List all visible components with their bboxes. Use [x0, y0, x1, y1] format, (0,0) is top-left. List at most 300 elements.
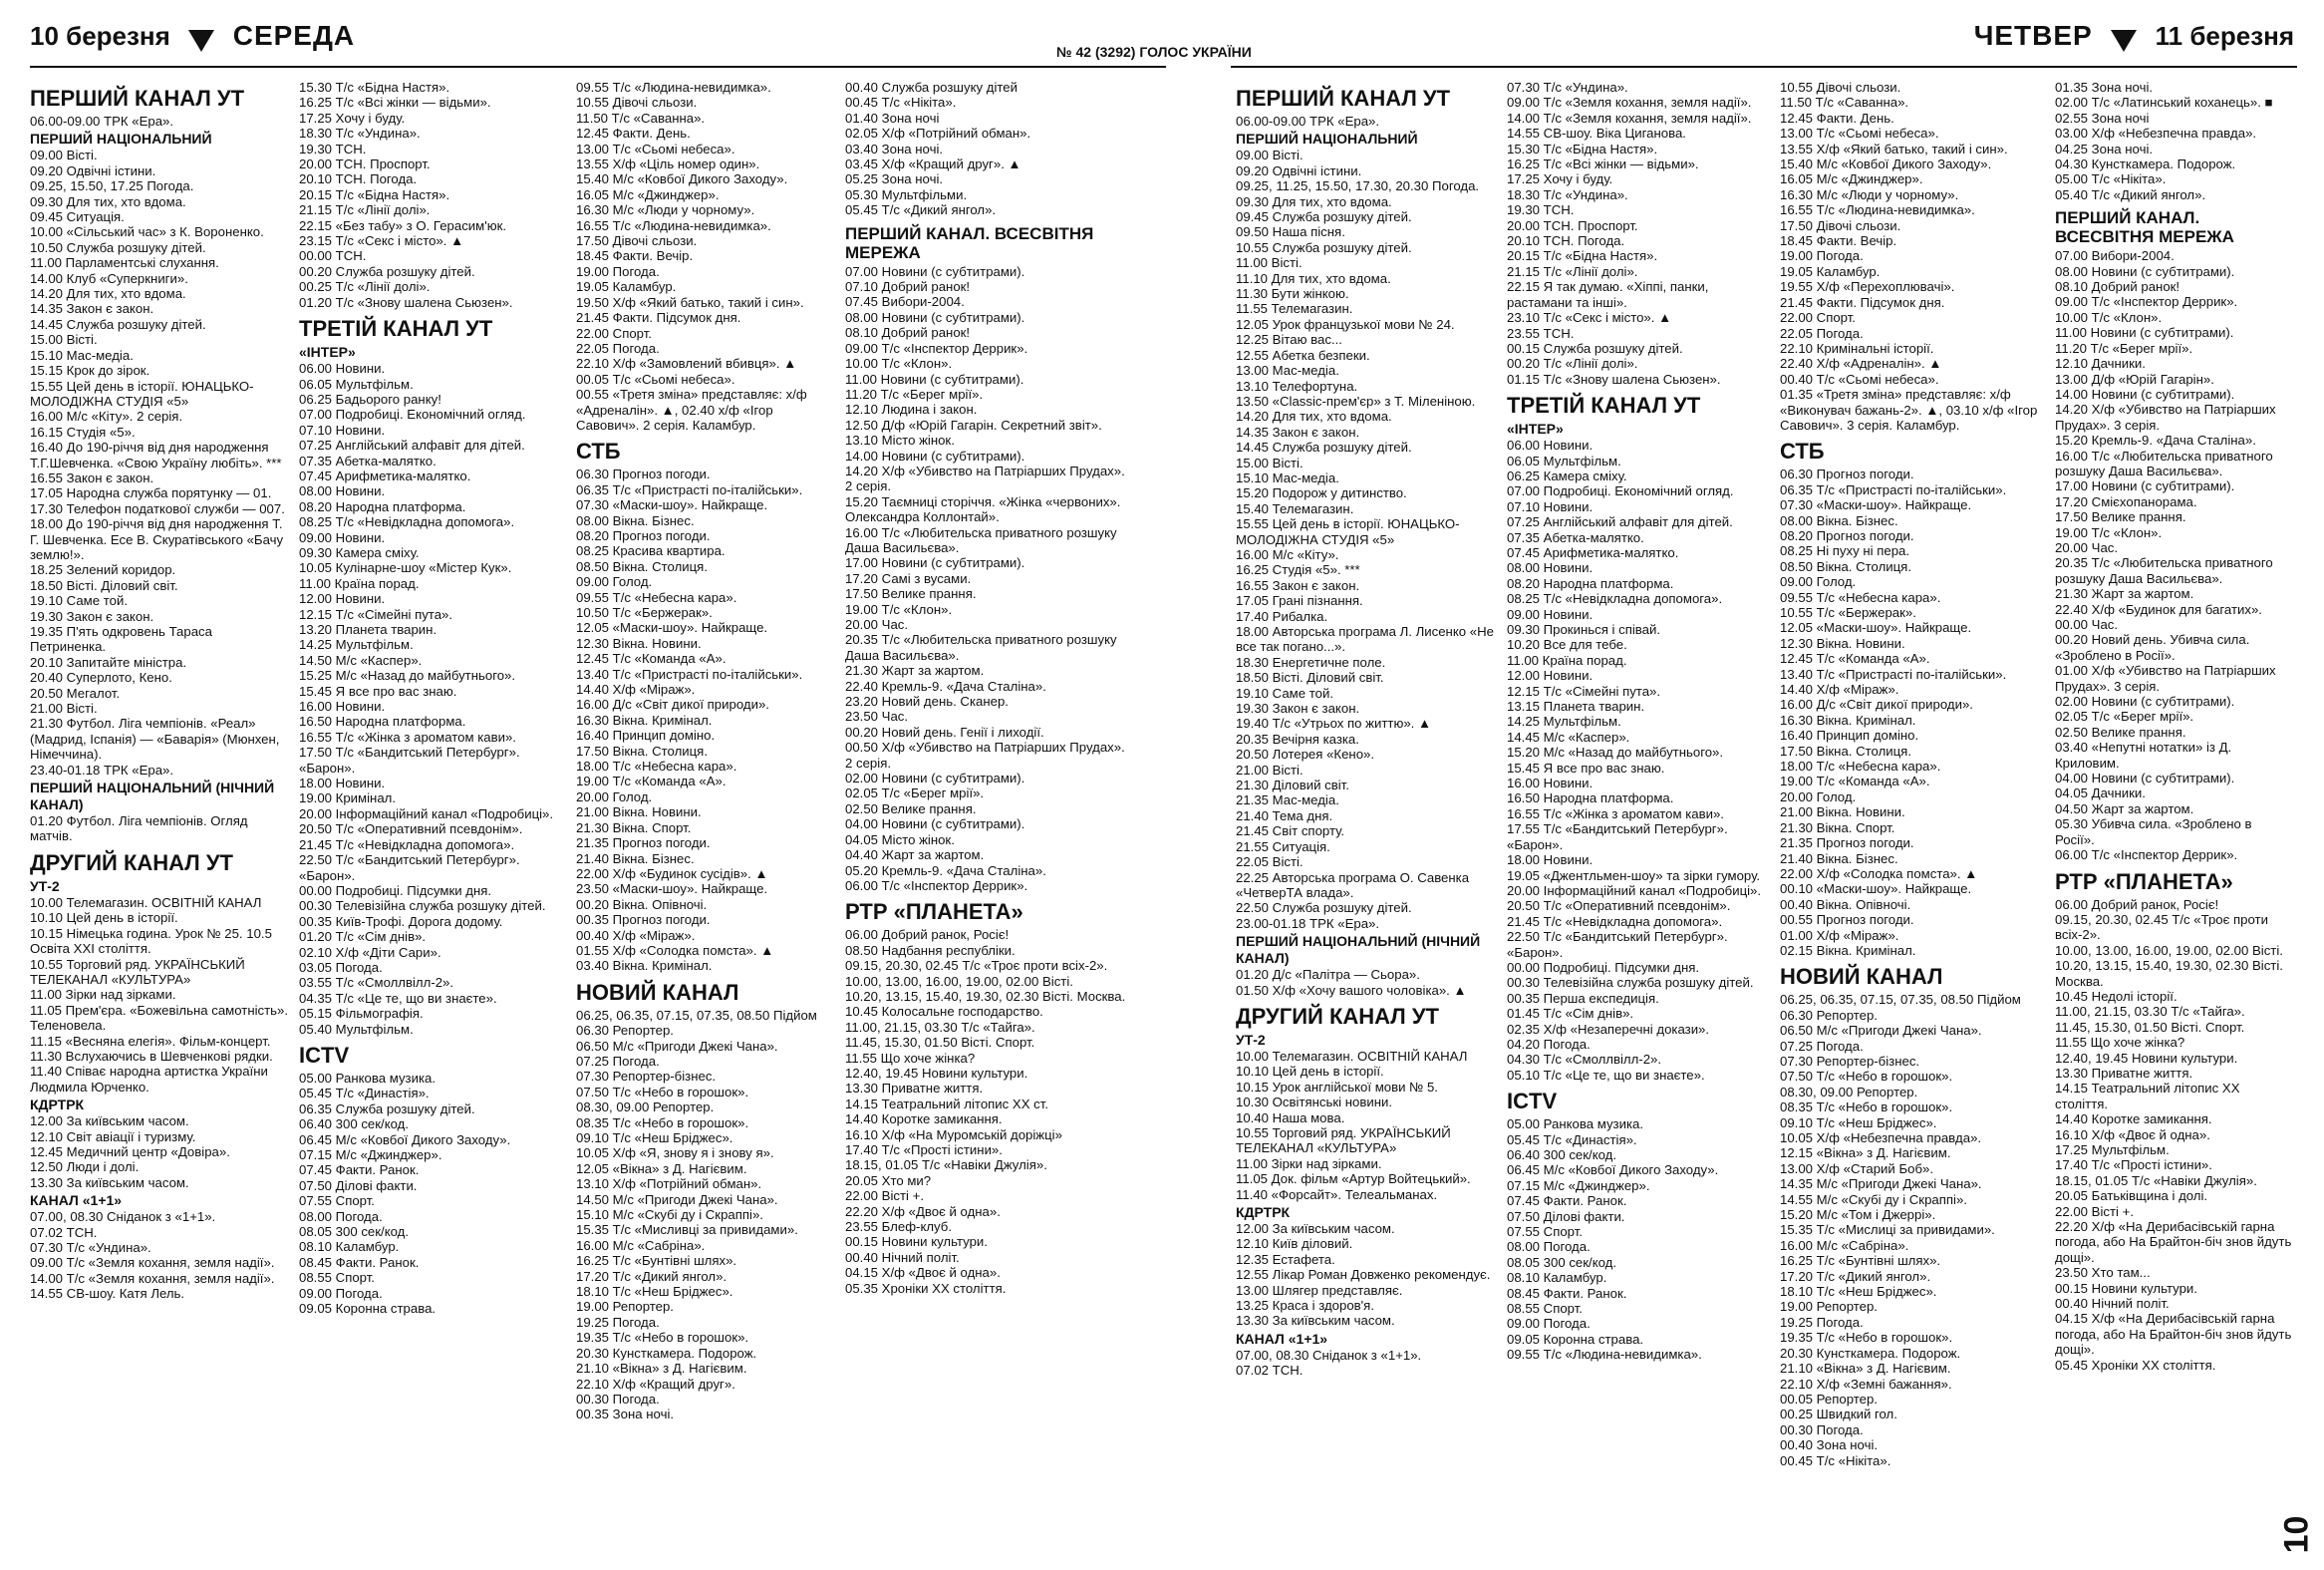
listing-item: 01.00 Х/ф «Міраж». [1780, 927, 1899, 943]
listing-item: 01.15 Т/с «Знову шалена Сьюзен». [1507, 371, 1721, 387]
listing-item: 07.00 Подробиці. Економічний огляд. [299, 407, 526, 423]
channel-subheading: УТ-2 [1236, 1031, 1266, 1048]
left-day: СЕРЕДА [232, 20, 356, 51]
listing-item: 11.05 Док. фільм «Артур Войтецький». [1236, 1171, 1471, 1187]
listing-column [576, 80, 837, 1570]
listing-item: 06.45 М/с «Ковбої Дикого Заходу». [299, 1131, 511, 1147]
listing-item: 12.30 Вікна. Новини. [1780, 635, 1905, 651]
listing-item: 13.00 Шлягер представляє. [1236, 1282, 1403, 1298]
listing-item: 08.00 Погода. [299, 1208, 383, 1224]
listing-item: 07.00 Подробиці. Економічний огляд. [1507, 483, 1734, 499]
listing-item: 21.30 Вікна. Спорт. [576, 819, 692, 835]
listing-item: 13.00 Х/ф «Старий Боб». [1780, 1160, 1933, 1176]
listing-item: 02.55 Зона ночі [2055, 110, 2150, 126]
listing-item: 06.25, 06.35, 07.15, 07.35, 08.50 Підйом [1780, 992, 2021, 1008]
listing-item: 03.05 Погода. [299, 959, 383, 975]
listing-item: 18.45 Факти. Вечір. [576, 248, 694, 264]
listing-item: 12.45 Факти. День. [1780, 110, 1894, 126]
listing-item: 17.50 Вікна. Столиця. [576, 743, 708, 759]
listing-item: 07.10 Новини. [299, 422, 386, 438]
listing-item: 06.00 Т/с «Інспектор Деррик». [2055, 847, 2238, 863]
listing-item: 11.20 Т/с «Берег мрії». [2055, 340, 2193, 356]
listing-item: 09.00 Погода. [1507, 1316, 1591, 1332]
listing-item: 06.05 Мультфільм. [1507, 453, 1621, 469]
listing-item: 03.45 Х/ф «Кращий друг». ▲ [845, 157, 1021, 172]
listing-item: 09.20 Одвічні істини. [30, 162, 156, 178]
listing-item: 09.00 Новини. [1507, 606, 1594, 622]
listing-item: 09.00 Голод. [576, 574, 653, 590]
listing-item: 07.45 Факти. Ранок. [299, 1162, 420, 1178]
listing-item: 16.00 Т/с «Любительска приватного розшуку Даша Васильєва». [845, 524, 1117, 555]
listing-item: 08.05 300 сек/код. [1507, 1254, 1617, 1270]
listing-item: 13.10 Телефортуна. [1236, 378, 1358, 394]
listing-item: 08.50 Вікна. Столиця. [1780, 558, 1911, 574]
listing-item: 21.00 Вісті. [1236, 762, 1304, 778]
listing-item: 00.35 Зона ночі. [576, 1407, 675, 1422]
listing-item: 19.00 Погода. [1780, 248, 1864, 264]
listing-item: 07.00, 08.30 Сніданок з «1+1». [30, 1209, 216, 1225]
listing-item: 12.15 Т/с «Сімейні пута». [299, 606, 453, 622]
listing-item: 15.10 Мас-медіа. [30, 347, 134, 363]
listing-item: 08.00 Вікна. Бізнес. [1780, 512, 1898, 528]
listing-item: 00.40 Вікна. Опівночі. [1780, 896, 1911, 912]
listing-item: 07.30 Репортер-бізнес. [576, 1069, 717, 1085]
listing-item: 16.40 До 190-річчя від дня народження Т.Г.Шевченка. «Свою Україну любіть». *** [30, 440, 282, 471]
listing-item: 19.10 Саме той. [1236, 685, 1333, 701]
listing-item: 16.25 Т/с «Бунтівні шлях». [1780, 1253, 1941, 1269]
listing-item: 19.00 Т/с «Команда «А». [1780, 774, 1930, 789]
listing-item: 18.25 Зелений коридор. [30, 562, 176, 578]
listing-item: 10.00 Т/с «Клон». [2055, 309, 2163, 325]
listing-item: 19.00 Т/с «Клон». [845, 601, 953, 617]
listing-item: 14.35 Закон є закон. [30, 301, 154, 317]
listing-item: 00.25 Т/с «Лінії долі». [299, 279, 431, 295]
listing-item: 08.20 Народна платформа. [299, 498, 466, 514]
listing-item: 21.45 Т/с «Невідкладна допомога». [299, 836, 515, 852]
listing-item: 20.40 Суперлото, Кено. [30, 670, 172, 686]
listing-item: 06.00 Т/с «Інспектор Деррик». [845, 877, 1028, 893]
listing-item: 22.05 Погода. [576, 340, 660, 356]
listing-item: 01.20 Т/с «Сім днів». [299, 929, 427, 945]
channel-heading: СТБ [1780, 439, 1825, 465]
listing-item: 15.40 М/с «Ковбої Дикого Заходу». [576, 171, 788, 187]
listing-item: 09.00 Голод. [1780, 574, 1857, 590]
listing-item: 09.55 Т/с «Людина-невидимка». [1507, 1347, 1702, 1363]
listing-item: 22.00 Спорт. [1780, 310, 1856, 326]
listing-item: 17.20 Самі з вусами. [845, 570, 972, 586]
listing-item: 12.05 «Маски-шоу». Найкраще. [576, 620, 768, 636]
listing-item: 10.20, 13.15, 15.40, 19.30, 02.30 Вісті. Москва. [2055, 958, 2283, 989]
listing-item: 11.00 Зірки над зірками. [1236, 1155, 1382, 1171]
listing-item: 13.30 Приватне життя. [2055, 1065, 2193, 1081]
listing-item: 00.30 Телевізійна служба розшуку дітей. [1507, 975, 1754, 991]
listing-item: 21.00 Вікна. Новини. [1780, 804, 1905, 820]
listing-item: 02.10 Х/ф «Діти Сари». [299, 944, 441, 960]
listing-item: 08.20 Прогноз погоди. [1780, 527, 1914, 543]
listing-item: 07.50 Ділові факти. [1507, 1208, 1625, 1224]
listing-item: 17.20 Смієхопанорама. [2055, 493, 2197, 509]
channel-heading: ДРУГИЙ КАНАЛ УТ [1236, 1003, 1439, 1029]
listing-item: 20.00 Інформаційний канал «Подробиці». [299, 805, 554, 821]
listing-item: 03.40 Зона ночі. [845, 141, 944, 157]
channel-subheading: КДРТРК [30, 1097, 85, 1113]
channel-subheading: ПЕРШИЙ НАЦІОНАЛЬНИЙ [30, 131, 212, 148]
listing-item: 00.40 Нічний політ. [845, 1249, 960, 1265]
listing-item: 20.00 Голод. [1780, 788, 1857, 804]
listing-item: 08.25 Т/с «Невідкладна допомога». [1507, 591, 1723, 607]
listing-item: 06.00 Добрий ранок, Росіє! [845, 927, 1010, 943]
listing-item: 20.50 Т/с «Оперативний псевдонім». [299, 821, 523, 837]
channel-heading: ПЕРШИЙ КАНАЛ. ВСЕСВІТНЯ МЕРЕЖА [845, 223, 1094, 262]
listing-item: 16.30 Вікна. Кримінал. [576, 712, 713, 728]
listing-item: 12.40, 19.45 Новини культури. [845, 1065, 1028, 1081]
listing-item: 20.10 ТСН. Погода. [299, 171, 418, 187]
listing-item: 02.50 Велике прання. [845, 800, 977, 816]
listing-item: 19.35 Т/с «Небо в горошок». [1780, 1330, 1953, 1346]
listing-item: 05.35 Хроніки XX століття. [845, 1280, 1007, 1296]
listing-item: 05.20 Кремль-9. «Дача Сталіна». [845, 862, 1046, 878]
listing-item: 12.10 Дачники. [2055, 356, 2146, 372]
channel-heading: НОВИЙ КАНАЛ [1780, 964, 1943, 990]
listing-item: 00.40 Зона ночі. [1780, 1437, 1879, 1453]
listing-item: 06.35 Служба розшуку дітей. [299, 1100, 475, 1116]
listing-item: 18.00 Новини. [299, 776, 386, 791]
listing-item: 19.00 Кримінал. [299, 790, 397, 806]
issue-info: № 42 (3292) ГОЛОС УКРАЇНИ [1056, 44, 1252, 60]
listing-item: 00.35 Прогноз погоди. [576, 912, 711, 928]
listing-item: 11.00 Новини (с субтитрами). [845, 371, 1024, 387]
listing-item: 06.30 Репортер. [576, 1023, 674, 1039]
listing-item: 17.25 Хочу і буду. [299, 110, 406, 126]
listing-item: 07.55 Спорт. [299, 1193, 375, 1209]
listing-item: 19.05 Каламбур. [576, 279, 677, 295]
listing-column [845, 80, 1134, 1570]
listing-item: 17.50 Т/с «Бандитський Петербург». «Барон». [299, 745, 520, 776]
listing-item: 07.25 Англійський алфавіт для дітей. [299, 438, 525, 454]
listing-item: 14.45 Служба розшуку дітей. [30, 316, 206, 332]
listing-item: 06.30 Прогноз погоди. [1780, 467, 1914, 482]
listing-item: 06.40 300 сек/код. [299, 1116, 410, 1132]
listing-item: 22.00 Вісті +. [2055, 1203, 2134, 1219]
listing-item: 10.10 Цей день в історії. [1236, 1064, 1384, 1080]
triangle-down-icon [188, 30, 214, 52]
listing-item: 09.45 Ситуація. [30, 209, 125, 225]
listing-item: 18.45 Факти. Вечір. [1780, 233, 1897, 249]
listing-item: 18.00 Авторська програма Л. Лисенко «Не все так погано...». [1236, 624, 1494, 655]
listing-item: 00.20 Т/с «Лінії долі». [1507, 356, 1638, 372]
listing-item: 06.50 М/с «Пригоди Джекі Чана». [1780, 1023, 1982, 1039]
listing-item: 14.00 Новини (с субтитрами). [2055, 386, 2235, 402]
header-rule-right [1231, 66, 2297, 68]
listing-item: 06.25 Бадьорого ранку! [299, 391, 441, 407]
listing-item: 04.50 Жарт за жартом. [2055, 800, 2194, 816]
listing-item: 05.00 Т/с «Нікіта». [2055, 171, 2167, 187]
listing-item: 18.00 Т/с «Небесна кара». [1780, 759, 1941, 775]
listing-item: 01.35 «Третя зміна» представляє: х/ф «Виконувач бажань-2». ▲, 03.10 х/ф «Ігор Савович». 3 серія. Каламбур. [1780, 387, 2038, 433]
listing-item: 06.40 300 сек/код. [1507, 1147, 1617, 1162]
listing-item: 07.45 Вибори-2004. [845, 294, 965, 310]
listing-item: 20.35 Вечірня казка. [1236, 731, 1359, 747]
listing-item: 18.00 Т/с «Небесна кара». [576, 759, 737, 775]
listing-item: 22.00 Х/ф «Солодка помста». ▲ [1780, 865, 1978, 881]
listing-item: 09.15, 20.30, 02.45 Т/с «Троє проти всіх-2». [2055, 911, 2268, 943]
listing-item: 00.20 Служба розшуку дітей. [299, 263, 475, 279]
right-date: 11 березня [2155, 21, 2294, 51]
listing-item: 04.00 Новини (с субтитрами). [2055, 771, 2235, 786]
listing-item: 12.50 Д/ф «Юрій Гагарін. Секретний звіт». [845, 417, 1102, 433]
listing-item: 07.15 М/с «Джинджер». [1507, 1177, 1650, 1193]
listing-item: 15.40 Телемагазин. [1236, 500, 1354, 516]
listing-item: 22.00 Х/ф «Будинок сусідів». ▲ [576, 865, 768, 881]
listing-column [299, 80, 563, 1570]
listing-item: 12.40, 19.45 Новини культури. [2055, 1050, 2238, 1066]
listing-item: 00.05 Репортер. [1780, 1391, 1878, 1407]
listing-item: 12.10 Світ авіації і туризму. [30, 1128, 196, 1144]
listing-item: 21.40 Вікна. Бізнес. [1780, 850, 1898, 866]
listing-item: 12.00 За київським часом. [1236, 1221, 1395, 1236]
listing-item: 20.30 Кунсткамера. Подорож. [1780, 1345, 1961, 1361]
listing-item: 10.00 Телемагазин. ОСВІТНІЙ КАНАЛ [1236, 1048, 1468, 1064]
listing-item: 11.00 Новини (с субтитрами). [2055, 325, 2234, 341]
listing-item: 21.40 Вікна. Бізнес. [576, 850, 695, 866]
listing-item: 10.00 «Сільський час» з К. Вороненко. [30, 224, 264, 240]
listing-item: 22.50 Т/с «Бандитський Петербург». «Барон». [1507, 929, 1728, 960]
listing-item: 00.35 Перша експедиція. [1507, 990, 1659, 1006]
listing-item: 23.00-01.18 ТРК «Ера». [1236, 915, 1380, 931]
listing-item: 06.50 М/с «Пригоди Джекі Чана». [576, 1038, 778, 1054]
listing-item: 16.05 М/с «Джинджер». [576, 186, 720, 202]
listing-item: 00.45 Т/с «Нікіта». [845, 95, 957, 111]
listing-item: 14.45 Служба розшуку дітей. [1236, 440, 1412, 456]
listing-item: 16.55 Закон є закон. [1236, 577, 1360, 593]
listing-item: 16.40 Принцип доміно. [576, 728, 716, 744]
listing-item: 23.55 Блеф-клуб. [845, 1219, 953, 1235]
listing-item: 17.00 Новини (с субтитрами). [845, 555, 1025, 571]
listing-item: 13.15 Планета тварин. [1507, 699, 1645, 715]
listing-item: 18.30 Енергетичне поле. [1236, 654, 1386, 670]
listing-item: 11.00 Парламентські слухання. [30, 255, 219, 271]
listing-item: 19.40 Т/с «Утрьох по життю». ▲ [1236, 716, 1432, 732]
listing-item: 15.20 М/с «Том і Джеррі». [1780, 1207, 1936, 1223]
listing-item: 21.30 Футбол. Ліга чемпіонів. «Реал» (Мадрид, Іспанія) — «Баварія» (Мюнхен, Німеччина). [30, 716, 280, 763]
channel-heading: ПЕРШИЙ КАНАЛ. ВСЕСВІТНЯ МЕРЕЖА [2055, 208, 2234, 247]
listing-item: 12.45 Медичний центр «Довіра». [30, 1143, 230, 1159]
listing-item: 21.30 Діловий світ. [1236, 778, 1349, 793]
listing-item: 20.05 Батьківщина і долі. [2055, 1188, 2208, 1204]
listing-item: 17.25 Мультфільм. [2055, 1142, 2170, 1157]
listing-item: 14.00 Т/с «Земля кохання, земля надії». [30, 1270, 275, 1286]
listing-item: 19.00 Репортер. [1780, 1299, 1878, 1315]
listing-item: 09.45 Служба розшуку дітей. [1236, 209, 1412, 225]
listing-item: 08.50 Вікна. Столиця. [576, 558, 708, 574]
listing-item: 00.25 Швидкий гол. [1780, 1407, 1897, 1422]
listing-item: 02.00 Новини (с субтитрами). [2055, 694, 2235, 710]
listing-item: 19.30 Закон є закон. [1236, 701, 1360, 717]
listing-item: 04.35 Т/с «Це те, що ви знаєте». [299, 990, 497, 1006]
listing-item: 09.25, 11.25, 15.50, 17.30, 20.30 Погода. [1236, 178, 1480, 194]
listing-item: 21.10 «Вікна» з Д. Нагієвим. [576, 1361, 747, 1377]
listing-item: 20.10 ТСН. Погода. [1507, 233, 1625, 249]
listing-item: 22.15 «Без табу» з О. Герасим'юк. [299, 217, 507, 233]
listing-item: 05.30 Мультфільми. [845, 186, 968, 202]
listing-item: 05.00 Ранкова музика. [1507, 1116, 1644, 1132]
listing-item: 08.30, 09.00 Репортер. [576, 1099, 715, 1115]
listing-item: 00.20 Вікна. Опівночі. [576, 896, 708, 912]
listing-item: 06.35 Т/с «Пристрасті по-італійськи». [1780, 481, 2007, 497]
listing-item: 12.50 Люди і долі. [30, 1159, 140, 1175]
listing-item: 10.05 Кулінарне-шоу «Містер Кук». [299, 560, 512, 576]
listing-item: 17.40 Т/с «Прості істини». [845, 1142, 1003, 1157]
listing-item: 19.10 Саме той. [30, 593, 128, 609]
listing-item: 07.25 Погода. [1780, 1038, 1864, 1054]
listing-column [1236, 80, 1500, 1570]
listing-item: 19.30 Закон є закон. [30, 608, 154, 624]
listing-item: 08.20 Народна платформа. [1507, 575, 1674, 591]
channel-heading: ПЕРШИЙ КАНАЛ УТ [1236, 86, 1451, 111]
listing-item: 13.00 Т/с «Сьомі небеса». [576, 141, 735, 157]
listing-item: 19.00 Т/с «Команда «А». [576, 774, 726, 789]
listing-item: 21.30 Жарт за жартом. [845, 663, 985, 679]
listing-item: 12.05 «Вікна» з Д. Нагієвим. [576, 1160, 747, 1176]
header-rule-left [30, 66, 1166, 68]
listing-item: 12.15 «Вікна» з Д. Нагієвим. [1780, 1145, 1951, 1161]
listing-item: 11.45, 15.30, 01.50 Вісті. Спорт. [845, 1035, 1035, 1051]
channel-heading: РТР «ПЛАНЕТА» [845, 899, 1023, 925]
listing-item: 07.00 Новини (с субтитрами). [845, 263, 1025, 279]
listing-item: 12.10 Людина і закон. [845, 402, 978, 418]
listing-item: 14.55 СВ-шоу. Віка Циганова. [1507, 126, 1686, 142]
listing-item: 12.30 Вікна. Новини. [576, 635, 702, 651]
listing-item: 12.45 Т/с «Команда «А». [1780, 651, 1930, 667]
listing-item: 12.10 Київ діловий. [1236, 1236, 1353, 1252]
listing-item: 08.00 Погода. [1507, 1239, 1591, 1255]
listing-item: 14.55 М/с «Скубі ду і Скраппі». [1780, 1191, 1967, 1207]
listing-item: 13.40 Т/с «Пристрасті по-італійськи». [576, 666, 803, 682]
listing-item: 09.00 Погода. [299, 1285, 383, 1301]
listing-item: 22.00 Спорт. [576, 325, 652, 341]
listing-item: 16.55 Т/с «Жінка з ароматом кави». [299, 729, 516, 745]
listing-item: 00.40 Х/ф «Міраж». [576, 927, 696, 943]
listing-item: 07.55 Спорт. [1507, 1224, 1583, 1240]
listing-item: 11.50 Т/с «Саванна». [1780, 95, 1909, 111]
listing-item: 12.05 «Маски-шоу». Найкраще. [1780, 620, 1972, 636]
listing-item: 08.55 Спорт. [299, 1270, 375, 1286]
listing-item: 07.45 Арифметика-малятко. [299, 468, 471, 483]
listing-item: 08.20 Прогноз погоди. [576, 527, 711, 543]
listing-item: 19.35 П'ять одкровень Тараса Петриненка. [30, 624, 212, 655]
listing-item: 15.15 Крок до зірок. [30, 363, 150, 379]
listing-item: 09.05 Коронна страва. [299, 1301, 436, 1317]
listing-item: 15.00 Вісті. [1236, 455, 1304, 471]
listing-item: 00.45 Т/с «Нікіта». [1780, 1452, 1891, 1468]
listing-item: 23.10 Т/с «Секс і місто». ▲ [1507, 310, 1672, 326]
listing-item: 10.15 Урок англійської мови № 5. [1236, 1079, 1438, 1095]
channel-heading: ДРУГИЙ КАНАЛ УТ [30, 849, 233, 875]
listing-item: 22.05 Погода. [1780, 325, 1864, 341]
listing-item: 07.45 Арифметика-малятко. [1507, 544, 1679, 560]
listing-item: 16.00 М/с «Кіту». 2 серія. [30, 409, 183, 425]
listing-item: 10.50 Служба розшуку дітей. [30, 239, 206, 255]
listing-item: 08.35 Т/с «Небо в горошок». [576, 1114, 749, 1130]
listing-item: 16.00 Новини. [1507, 776, 1594, 791]
listing-item: 16.10 Х/ф «На Муромській доріжці» [845, 1126, 1062, 1142]
listing-item: 20.35 Т/с «Любительска приватного розшуку Даша Васильєва». [845, 632, 1117, 663]
listing-item: 06.00 Добрий ранок, Росіє! [2055, 896, 2219, 912]
listing-item: 22.10 Х/ф «Замовлений вбивця». ▲ [576, 356, 797, 372]
listing-item: 12.00 Новини. [299, 591, 386, 607]
listing-item: 09.00 Новини. [299, 529, 386, 545]
listing-item: 00.40 Т/с «Сьомі небеса». [1780, 371, 1939, 387]
listing-item: 10.55 Торговий ряд. УКРАЇНСЬКИЙ ТЕЛЕКАНАЛ «КУЛЬТУРА» [30, 956, 245, 987]
listing-column [2055, 80, 2294, 1570]
listing-item: 10.20, 13.15, 15.40, 19.30, 02.30 Вісті. Москва. [845, 988, 1126, 1004]
listing-item: 11.00 Країна порад. [299, 575, 420, 591]
listing-item: 15.10 М/с «Скубі ду і Скраппі». [576, 1207, 763, 1223]
listing-item: 00.35 Київ-Трофі. Дорога додому. [299, 913, 503, 929]
listing-item: 17.00 Новини (с субтитрами). [2055, 478, 2235, 494]
listing-item: 11.55 Що хоче жінка? [2055, 1035, 2185, 1051]
listing-item: 04.15 Х/ф «На Дерибасівській гарна погода, або На Брайтон-біч знов йдуть дощі». [2055, 1311, 2292, 1358]
listing-item: 16.55 Закон є закон. [30, 470, 154, 485]
listing-item: 14.20 Для тих, хто вдома. [1236, 409, 1392, 425]
listing-item: 16.00 Д/с «Світ дикої природи». [576, 697, 769, 713]
listing-item: 16.00 Т/с «Любительска приватного розшуку Даша Васильєва». [2055, 448, 2273, 478]
channel-subheading: ПЕРШИЙ НАЦІОНАЛЬНИЙ (НІЧНИЙ КАНАЛ) [1236, 933, 1481, 967]
listing-item: 14.15 Театральний літопис XX століття. [2055, 1081, 2240, 1111]
listing-item: 15.40 М/с «Ковбої Дикого Заходу». [1780, 157, 1992, 172]
listing-item: 15.35 Т/с «Мислиці за привидами». [1780, 1222, 1995, 1238]
listing-item: 08.05 300 сек/код. [299, 1224, 410, 1240]
listing-item: 11.15 «Весняна елегія». Фільм-концерт. [30, 1033, 271, 1049]
listing-item: 16.25 Т/с «Всі жінки — відьми». [1507, 157, 1699, 172]
listing-item: 17.20 Т/с «Дикий янгол». [1780, 1268, 1931, 1284]
listing-item: 15.55 Цей день в історії. ЮНАЦЬКО-МОЛОДІЖНА СТУДІЯ «5» [30, 378, 254, 409]
listing-item: 07.45 Факти. Ранок. [1507, 1193, 1627, 1209]
listing-item: 13.55 Х/ф «Який батько, такий і син». [1780, 141, 2008, 157]
channel-heading: ICTV [1507, 1089, 1558, 1114]
listing-item: 15.20 Таємниці сторіччя. «Жінка «червоних». Олександра Коллонтай». [845, 493, 1121, 525]
listing-item: 10.55 Дівочі сльози. [576, 95, 698, 111]
listing-item: 16.05 М/с «Джинджер». [1780, 171, 1923, 187]
listing-item: 10.20 Все для тебе. [1507, 637, 1627, 653]
listing-item: 09.10 Т/с «Неш Бріджес». [1780, 1114, 1937, 1130]
channel-heading: РТР «ПЛАНЕТА» [2055, 868, 2233, 894]
listing-item: 00.15 Новини культури. [845, 1234, 988, 1250]
listing-item: 15.30 Т/с «Бідна Настя». [299, 80, 450, 95]
listing-item: 09.10 Т/с «Неш Бріджес». [576, 1130, 733, 1145]
listing-item: 10.45 Недолі історії. [2055, 988, 2178, 1004]
listing-item: 11.30 Бути жінкою. [1236, 286, 1349, 302]
listing-item: 04.40 Жарт за жартом. [845, 847, 985, 863]
listing-item: 10.40 Наша мова. [1236, 1109, 1345, 1125]
listing-item: 15.20 Подорож у дитинство. [1236, 485, 1407, 501]
listing-item: 06.25, 06.35, 07.15, 07.35, 08.50 Підйом [576, 1007, 817, 1023]
listing-item: 11.10 Для тих, хто вдома. [1236, 270, 1391, 286]
listing-item: 07.30 Т/с «Ундина». [30, 1240, 151, 1255]
right-day: ЧЕТВЕР [1973, 20, 2093, 51]
listing-item: 00.50 Х/ф «Убивство на Патріарших Прудах». 2 серія. [845, 740, 1125, 771]
listing-item: 15.55 Цей день в історії. ЮНАЦЬКО-МОЛОДІЖНА СТУДІЯ «5» [1236, 516, 1460, 547]
listing-item: 20.15 Т/с «Бідна Настя». [1507, 248, 1658, 264]
listing-item: 08.10 Добрий ранок! [2055, 279, 2180, 295]
listing-item: 19.05 «Джентльмен-шоу» та зірки гумору. [1507, 867, 1761, 883]
listing-item: 21.35 Мас-медіа. [1236, 792, 1339, 808]
listing-item: 11.00 Зірки над зірками. [30, 987, 176, 1003]
listing-item: 16.30 Вікна. Кримінал. [1780, 712, 1916, 728]
listing-item: 23.50 Час. [845, 709, 909, 725]
listing-item: 00.30 Телевізійна служба розшуку дітей. [299, 898, 546, 914]
listing-item: 16.00 М/с «Сабріна». [1780, 1237, 1909, 1253]
